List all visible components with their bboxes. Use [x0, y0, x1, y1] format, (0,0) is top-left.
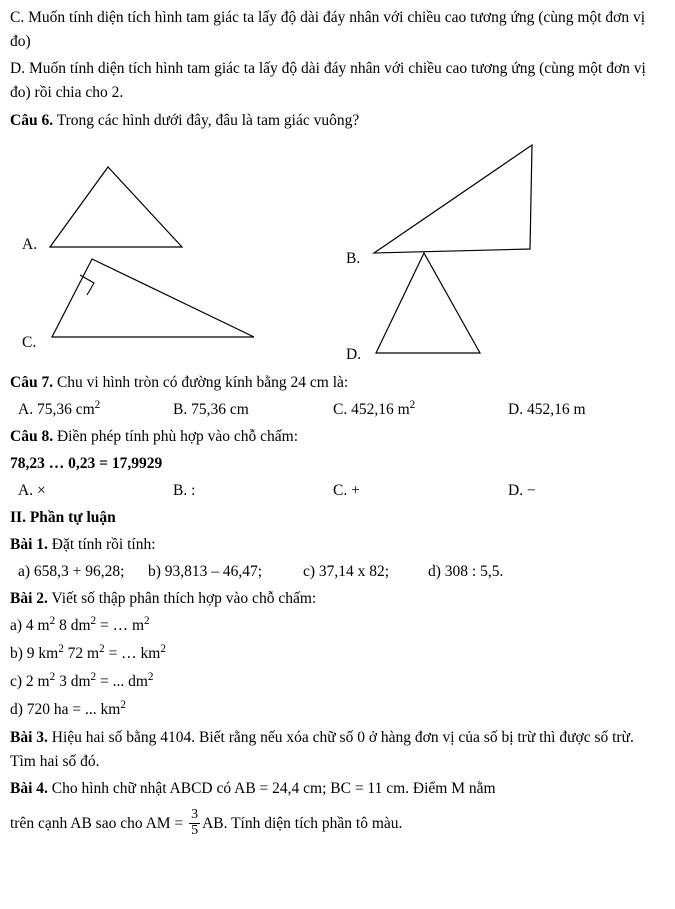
bai-2-d-sup1: 2	[120, 699, 126, 712]
question-7	[10, 371, 661, 395]
bai-4-line-2	[10, 809, 661, 839]
bai-2-b-sup1: 2	[58, 643, 64, 656]
bai-2-a-sup2: 2	[90, 615, 97, 628]
bai-2-a-sup1: 2	[49, 615, 56, 628]
q7-option-b: B. 75,36 cm	[173, 401, 249, 419]
question-8-options	[10, 479, 661, 503]
bai-1-label: Bài 1.	[10, 536, 48, 554]
q8-option-d: D. −	[508, 482, 536, 500]
bai-2-c-sup3: 2	[147, 671, 154, 684]
q7-option-d: D. 452,16 m	[508, 401, 586, 419]
bai-2-b-sup3: 2	[160, 643, 166, 656]
bai-2-label: Bài 2.	[10, 590, 48, 608]
fraction-denominator: 5	[191, 823, 199, 839]
figure-label-d: D.	[346, 346, 362, 364]
bai-1-items	[10, 560, 661, 584]
bai-4-text-2: trên cạnh AB sao cho AM =	[10, 815, 188, 833]
bai-2-b-sup2: 2	[99, 643, 105, 656]
bai-2	[10, 587, 661, 611]
fraction-numerator: 3	[191, 807, 199, 823]
bai-4-text-1: Cho hình chữ nhật ABCD có AB = 24,4 cm; BC = 11 cm. Điểm M nằm	[51, 780, 496, 798]
bai-1-item-d: d) 308 : 5,5.	[428, 563, 504, 581]
bai-2-item-b: b) 9 $km^2$ 72 $m^2$ = … $km^2$	[10, 643, 166, 663]
question-7-text: Chu vi hình tròn có đường kính bằng 24 cm là:	[56, 374, 349, 392]
bai-2-c-sup2: 2	[90, 671, 97, 684]
q8-option-c: C. +	[333, 482, 360, 500]
bai-1	[10, 533, 661, 557]
bai-4	[10, 777, 661, 801]
question-7-options	[10, 398, 661, 422]
question-8-expression: 78,23 … 0,23 = 17,9929	[10, 455, 163, 473]
question-6-figures	[10, 137, 661, 369]
q8-option-b: B. :	[173, 482, 196, 500]
q7-option-a-sup: 2	[94, 398, 101, 411]
question-6	[10, 109, 661, 133]
option-c-text: C. Muốn tính diện tích hình tam giác ta lấy độ dài đáy nhân với chiều cao tương ứng (cùng một đơn vị đo)	[10, 9, 646, 51]
bai-3	[10, 726, 661, 774]
question-8	[10, 425, 661, 449]
question-8-text: Điền phép tính phù hợp vào chỗ chấm:	[56, 428, 299, 446]
question-6-label: Câu 6.	[10, 112, 54, 130]
bai-3-text: Hiệu hai số bằng 4104. Biết rằng nếu xóa chữ số 0 ở hàng đơn vị của số bị trừ thì được số trừ. Tìm hai số đó.	[10, 729, 634, 771]
q8-option-a: A. ×	[18, 482, 46, 500]
bai-2-a-sup3: 2	[144, 615, 150, 628]
bai-2-c-sup1: 2	[49, 671, 56, 684]
figure-a-triangle	[46, 161, 186, 251]
q7-option-a: A. 75,36 $cm^2$	[18, 398, 101, 419]
question-8-label: Câu 8.	[10, 428, 54, 446]
figure-d-triangle	[372, 249, 484, 357]
bai-1-item-c: c) 37,14 x 82;	[303, 563, 390, 581]
figure-b-triangle	[372, 143, 537, 257]
question-7-label: Câu 7.	[10, 374, 54, 392]
bai-2-item-a: a) 4 $m^2$ 8 $dm^2$ = … $m^2$	[10, 615, 150, 635]
bai-1-item-b: b) 93,813 – 46,47;	[148, 563, 263, 581]
figure-label-a: A.	[22, 236, 38, 254]
q7-option-c-sup: 2	[409, 398, 416, 411]
option-d-text: D. Muốn tính diện tích hình tam giác ta lấy độ dài đáy nhân với chiều cao tương ứng (cùng một đơn vị đo) rồi chia cho 2.	[10, 60, 646, 102]
part-2-heading: II. Phần tự luận	[10, 509, 116, 527]
figure-label-c: C.	[22, 334, 37, 352]
bai-3-label: Bài 3.	[10, 729, 48, 747]
bai-2-item-c: c) 2 $m^2$ 3 $dm^2$ = ... $dm^2$	[10, 671, 154, 691]
fraction-three-fifths	[189, 808, 200, 838]
figure-c-triangle	[48, 253, 258, 343]
figure-label-b: B.	[346, 250, 361, 268]
bai-1-text: Đặt tính rồi tính:	[51, 536, 156, 554]
bai-1-item-a: a) 658,3 + 96,28;	[18, 563, 125, 581]
bai-4-text-3: AB. Tính diện tích phần tô màu.	[202, 815, 403, 833]
bai-2-text: Viết số thập phân thích hợp vào chỗ chấm:	[51, 590, 317, 608]
q7-option-c: C. 452,16 $m^2$	[333, 398, 416, 419]
bai-4-label: Bài 4.	[10, 780, 48, 798]
bai-2-item-d: d) 720 ha = ... $km^2$	[10, 699, 126, 719]
question-6-text: Trong các hình dưới đây, đâu là tam giác vuông?	[56, 112, 360, 130]
